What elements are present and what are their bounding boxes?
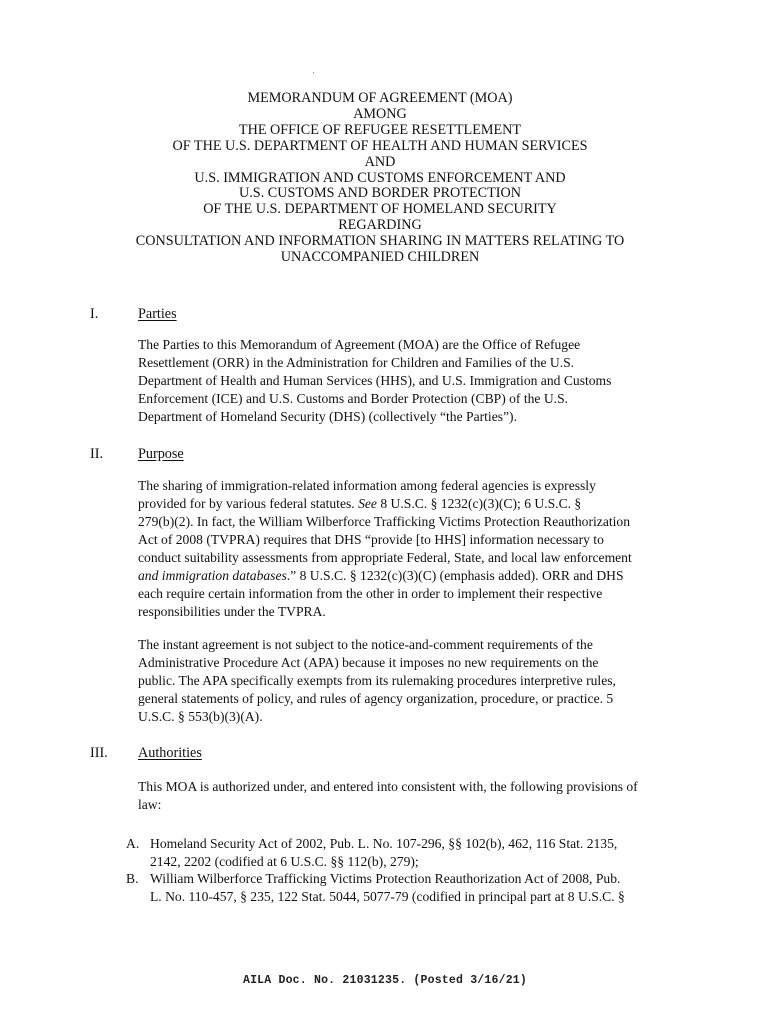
title-line: REGARDING [338,217,422,234]
paragraph-line: law: [138,797,162,812]
authorities-list [126,835,706,905]
title-line: OF THE U.S. DEPARTMENT OF HEALTH AND HUMAN SERVICES [172,137,588,154]
paragraph-line: Resettlement (ORR) in the Administration for Children and Families of the U.S. [138,355,575,370]
list-item [126,870,706,905]
purpose-paragraph-2 [138,636,698,726]
paragraph-line: each require certain information from the other in order to implement their respective [138,586,603,601]
parties-paragraph [138,336,698,426]
paragraph-line: 279(b)(2). In fact, the William Wilberforce Trafficking Victims Protection Reauthorization [138,514,631,529]
paragraph-line: U.S.C. § 553(b)(3)(A). [138,709,263,724]
paragraph-line: Enforcement (ICE) and U.S. Customs and Border Protection (CBP) of the U.S. [138,391,569,406]
paragraph-line: The Parties to this Memorandum of Agreement (MOA) are the Office of Refugee [138,337,581,352]
title-line: CONSULTATION AND INFORMATION SHARING IN MATTERS RELATING TO [135,233,625,250]
list-item [126,835,706,870]
title-line: AMONG [353,105,407,122]
paragraph-line: public. The APA specifically exempts from its rulemaking procedures interpretive rules, [138,673,616,688]
title-line: UNACCOMPANIED CHILDREN [280,249,480,266]
title-line: AND [364,153,396,170]
title-line: U.S. IMMIGRATION AND CUSTOMS ENFORCEMENT AND [194,169,566,186]
paragraph-line: Administrative Procedure Act (APA) because it imposes no new requirements on the [138,655,599,670]
paragraph-line: Department of Homeland Security (DHS) (collectively “the Parties”). [138,409,517,424]
italic-emphasis: and immigration databases [138,568,287,583]
italic-citation-signal: See [358,496,377,511]
title-line: MEMORANDUM OF AGREEMENT (MOA) [247,90,513,106]
title-line: U.S. CUSTOMS AND BORDER PROTECTION [239,185,521,202]
paragraph-line: The instant agreement is not subject to the notice-and-comment requirements of the [138,637,593,652]
list-item-line: William Wilberforce Trafficking Victims Protection Reauthorization Act of 2008, Pub. [150,871,621,886]
purpose-paragraph-1 [138,477,698,621]
authorities-paragraph [138,778,698,814]
document-title [60,91,700,266]
paragraph-line: This MOA is authorized under, and entered into consistent with, the following provisions of [138,779,638,794]
paragraph-line [138,567,698,585]
paragraph-line: responsibilities under the TVPRA. [138,604,326,619]
paragraph-line: Act of 2008 (TVPRA) requires that DHS “provide [to HHS] information necessary to [138,532,604,547]
text-run: provided for by various federal statutes. [138,496,359,511]
text-run: 8 U.S.C. § 1232(c)(3)(C); 6 U.S.C. § [376,496,582,511]
section-number: III. [90,745,108,761]
section-heading: Purpose [138,446,184,462]
paragraph-line: conduct suitability assessments from appropriate Federal, State, and local law enforcement [138,550,632,565]
paragraph-line: Department of Health and Human Services (HHS), and U.S. Immigration and Customs [138,373,612,388]
list-marker: B. [126,871,139,886]
title-line: THE OFFICE OF REFUGEE RESETTLEMENT [238,121,522,138]
title-line: OF THE U.S. DEPARTMENT OF HOMELAND SECURITY [203,201,557,218]
list-marker: A. [126,836,140,851]
section-number: II. [90,446,103,462]
list-item-line: 2142, 2202 (codified at 6 U.S.C. §§ 112(b), 279); [150,853,419,869]
paragraph-line [138,495,698,513]
paragraph-line: The sharing of immigration-related information among federal agencies is expressly [138,478,596,493]
section-heading: Parties [138,306,177,322]
paragraph-line: general statements of policy, and rules of agency organization, procedure, or practice. 5 [138,691,614,706]
section-heading: Authorities [138,745,202,761]
text-run: .” 8 U.S.C. § 1232(c)(3)(C) (emphasis added). ORR and DHS [286,568,624,583]
list-item-line: L. No. 110-457, § 235, 122 Stat. 5044, 5077-79 (codified in principal part at 8 U.S.C. § [150,888,625,904]
scan-speck [313,72,314,73]
document-footer: AILA Doc. No. 21031235. (Posted 3/16/21) [242,974,528,987]
section-number: I. [90,306,99,322]
list-item-line: Homeland Security Act of 2002, Pub. L. No. 107-296, §§ 102(b), 462, 116 Stat. 2135, [150,836,618,851]
